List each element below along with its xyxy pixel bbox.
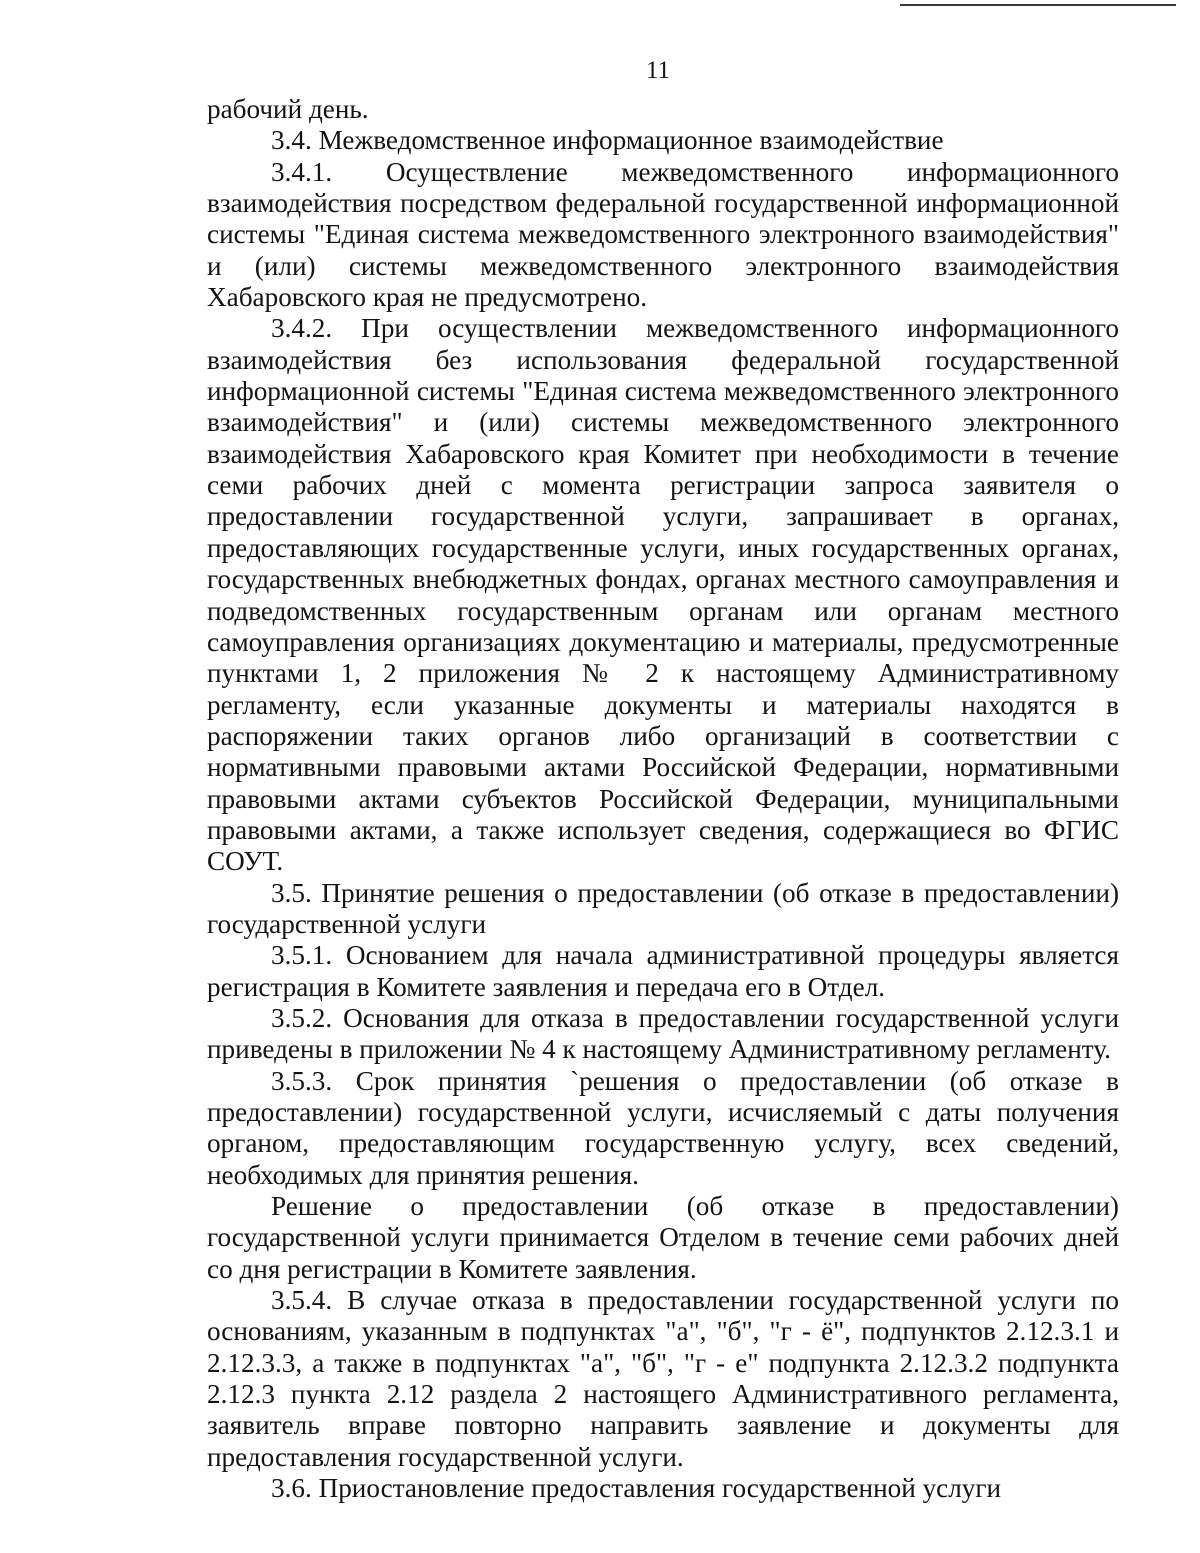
paragraph-decision: Решение о предоставлении (об отказе в предоставлении) государственной услуги принимается Отделом в течение семи рабочих дней со дня регистрации в Комитете заявления. bbox=[207, 1191, 1119, 1284]
section-heading-3-6: 3.6. Приостановление предоставления государственной услуги bbox=[271, 1473, 1002, 1504]
paragraph-3-5-2: 3.5.2. Основания для отказа в предоставлении государственной услуги приведены в приложении № 4 к настоящему Административному регламенту. bbox=[207, 1002, 1119, 1065]
paragraph-3-4-2: 3.4.2. При осуществлении межведомственного информационного взаимодействия без использования федеральной государственной информационной системы "Единая система межведомственного электронного взаимодействия" и (или) системы межведомственного электронного взаимодействия Хабаровского края Комитет при необходимости в течение семи рабочих дней с момента регистрации запроса заявителя о предоставлении государственной услуги, запрашивает в органах, предоставляющих государственные услуги, иных государственных органах, государственных внебюджетных фондах, органах местного самоуправления и подведомственных государственным органам или органам местного самоуправления организациях документацию и материалы, предусмотренные пунктами 1, 2 приложения № 2 к настоящему Административному регламенту, если указанные документы и материалы находятся в распоряжении таких органов либо организаций в соответствии с нормативными правовыми актами Российской Федерации, нормативными правовыми актами субъектов Российской Федерации, муниципальными правовыми актами, а также использует сведения, содержащиеся во ФГИС СОУТ. bbox=[207, 313, 1119, 877]
document-body bbox=[207, 94, 1119, 1504]
paragraph-3-4-1: 3.4.1. Осуществление межведомственного информационного взаимодействия посредством федеральной государственной информационной системы "Единая система межведомственного электронного взаимодействия" и (или) системы межведомственного электронного взаимодействия Хабаровского края не предусмотрено. bbox=[207, 156, 1119, 313]
paragraph-3-5-4: 3.5.4. В случае отказа в предоставлении государственной услуги по основаниям, указанным в подпунктах "а", "б", "г - ё", подпунктов 2.12.3.1 и 2.12.3.3, а также в подпунктах "а", "б", "г - е" подпункта 2.12.3.2 подпункта 2.12.3 пункта 2.12 раздела 2 настоящего Административного регламента, заявитель вправе повторно направить заявление и документы для предоставления государственной услуги. bbox=[207, 1285, 1119, 1472]
paragraph-continuation: рабочий день. bbox=[207, 94, 369, 124]
section-heading-3-4: 3.4. Межведомственное информационное взаимодействие bbox=[271, 125, 944, 156]
section-heading-3-5: 3.5. Принятие решения о предоставлении (об отказе в предоставлении) государственной услуги bbox=[207, 877, 1119, 939]
paragraph-3-5-3: 3.5.3. Срок принятия `решения о предоставлении (об отказе в предоставлении) государственной услуги, исчисляемый с даты получения органом, предоставляющим государственную услугу, всех сведений, необходимых для принятия решения. bbox=[207, 1065, 1119, 1190]
scan-edge-line bbox=[900, 4, 1176, 6]
page-number: 11 bbox=[645, 57, 671, 84]
paragraph-3-5-1: 3.5.1. Основанием для начала административной процедуры является регистрация в Комитете заявления и передача его в Отдел. bbox=[207, 940, 1119, 1002]
